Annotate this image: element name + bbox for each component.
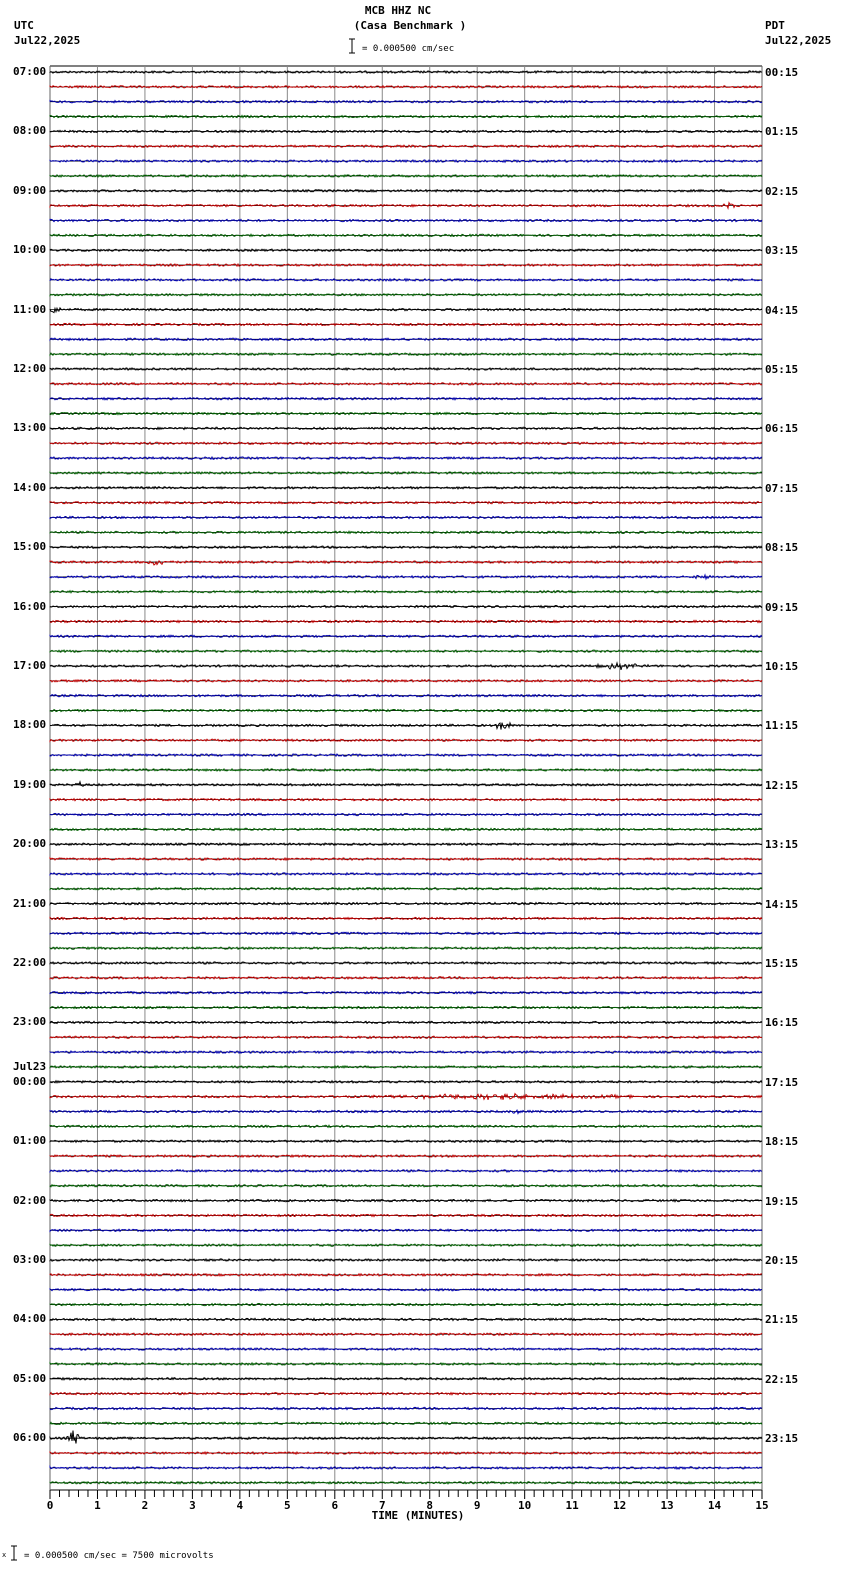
pdt-hour-label: 00:15 xyxy=(765,66,799,79)
utc-hour-label: 05:00 xyxy=(13,1371,47,1385)
utc-hour-label: 08:00 xyxy=(13,124,47,138)
scale-text: = 0.000500 cm/sec xyxy=(362,44,455,54)
footer-prefix: x xyxy=(2,1551,7,1559)
utc-hour-label: 17:00 xyxy=(13,659,47,672)
utc-hour-label: 15:00 xyxy=(13,540,47,554)
utc-hour-label: 07:00 xyxy=(13,65,47,78)
pdt-hour-label: 16:15 xyxy=(765,1016,799,1030)
pdt-hour-label: 02:15 xyxy=(765,184,799,198)
left-timezone: UTC xyxy=(14,19,34,32)
pdt-hour-label: 21:15 xyxy=(765,1313,799,1327)
x-axis-label: TIME (MINUTES) xyxy=(371,1509,465,1522)
utc-hour-label: 21:00 xyxy=(13,896,47,910)
pdt-hour-label: 04:15 xyxy=(765,303,799,317)
x-tick-label: 4 xyxy=(236,1499,244,1512)
x-tick-label: 0 xyxy=(46,1499,54,1512)
station-location: (Casa Benchmark ) xyxy=(353,19,467,32)
utc-hour-label: 03:00 xyxy=(13,1253,47,1266)
pdt-hour-label: 13:15 xyxy=(765,838,799,852)
pdt-hour-label: 18:15 xyxy=(765,1135,799,1149)
pdt-hour-label: 08:15 xyxy=(765,541,799,555)
pdt-hour-label: 20:15 xyxy=(765,1254,799,1267)
x-tick-label: 15 xyxy=(755,1499,769,1512)
date-change-label: Jul23 xyxy=(13,1059,47,1073)
utc-hour-label: 02:00 xyxy=(13,1193,47,1207)
utc-hour-label: 12:00 xyxy=(13,362,47,375)
utc-hour-label: 22:00 xyxy=(13,956,47,969)
right-timezone: PDT xyxy=(765,19,785,32)
footer-scale-note: = 0.000500 cm/sec = 7500 microvolts xyxy=(24,1551,214,1561)
utc-hour-label: 09:00 xyxy=(13,183,47,197)
x-tick-label: 8 xyxy=(426,1499,434,1512)
pdt-hour-label: 09:15 xyxy=(765,600,799,614)
pdt-hour-label: 19:15 xyxy=(765,1194,799,1208)
utc-hour-label: 16:00 xyxy=(13,599,47,613)
pdt-hour-label: 11:15 xyxy=(765,719,799,733)
pdt-hour-label: 01:15 xyxy=(765,125,799,139)
utc-hour-label: 18:00 xyxy=(13,718,47,732)
utc-hour-label: 23:00 xyxy=(13,1015,47,1029)
pdt-hour-label: 15:15 xyxy=(765,957,799,970)
pdt-hour-label: 03:15 xyxy=(765,244,799,258)
pdt-hour-label: 07:15 xyxy=(765,481,799,495)
scale-bar-icon xyxy=(348,38,356,58)
utc-hour-label: 13:00 xyxy=(13,421,47,435)
x-tick-label: 13 xyxy=(660,1499,674,1512)
utc-hour-label: 11:00 xyxy=(13,302,47,316)
x-tick-label: 6 xyxy=(331,1499,339,1512)
utc-hour-label: 20:00 xyxy=(13,837,47,851)
pdt-hour-label: 05:15 xyxy=(765,363,799,376)
pdt-hour-label: 23:15 xyxy=(765,1432,799,1446)
left-date: Jul22,2025 xyxy=(14,34,81,47)
x-tick-label: 5 xyxy=(284,1499,291,1512)
x-tick-label: 7 xyxy=(378,1499,386,1512)
pdt-hour-label: 12:15 xyxy=(765,778,799,792)
x-tick-label: 14 xyxy=(707,1499,722,1512)
pdt-hour-label: 14:15 xyxy=(765,897,799,911)
pdt-hour-label: 06:15 xyxy=(765,422,799,436)
x-tick-label: 10 xyxy=(518,1499,532,1512)
utc-hour-label: 14:00 xyxy=(13,480,47,494)
x-tick-label: 9 xyxy=(473,1499,481,1512)
pdt-hour-label: 17:15 xyxy=(765,1075,799,1089)
x-tick-label: 11 xyxy=(565,1499,579,1512)
utc-hour-label: 19:00 xyxy=(13,777,47,791)
pdt-hour-label: 22:15 xyxy=(765,1372,799,1386)
footer-scale-bar-icon xyxy=(10,1545,18,1565)
x-tick-label: 1 xyxy=(94,1499,101,1512)
utc-hour-label: 01:00 xyxy=(13,1134,47,1148)
pdt-hour-label: 10:15 xyxy=(765,660,799,673)
x-tick-label: 12 xyxy=(612,1499,627,1512)
utc-hour-label: 10:00 xyxy=(13,243,47,257)
utc-hour-label: 00:00 xyxy=(13,1074,47,1088)
right-date: Jul22,2025 xyxy=(765,34,832,47)
utc-hour-label: 06:00 xyxy=(13,1431,47,1445)
x-tick-label: 2 xyxy=(141,1499,149,1512)
utc-hour-label: 04:00 xyxy=(13,1312,47,1326)
station-title: MCB HHZ NC xyxy=(364,4,432,17)
x-tick-label: 3 xyxy=(189,1499,196,1512)
